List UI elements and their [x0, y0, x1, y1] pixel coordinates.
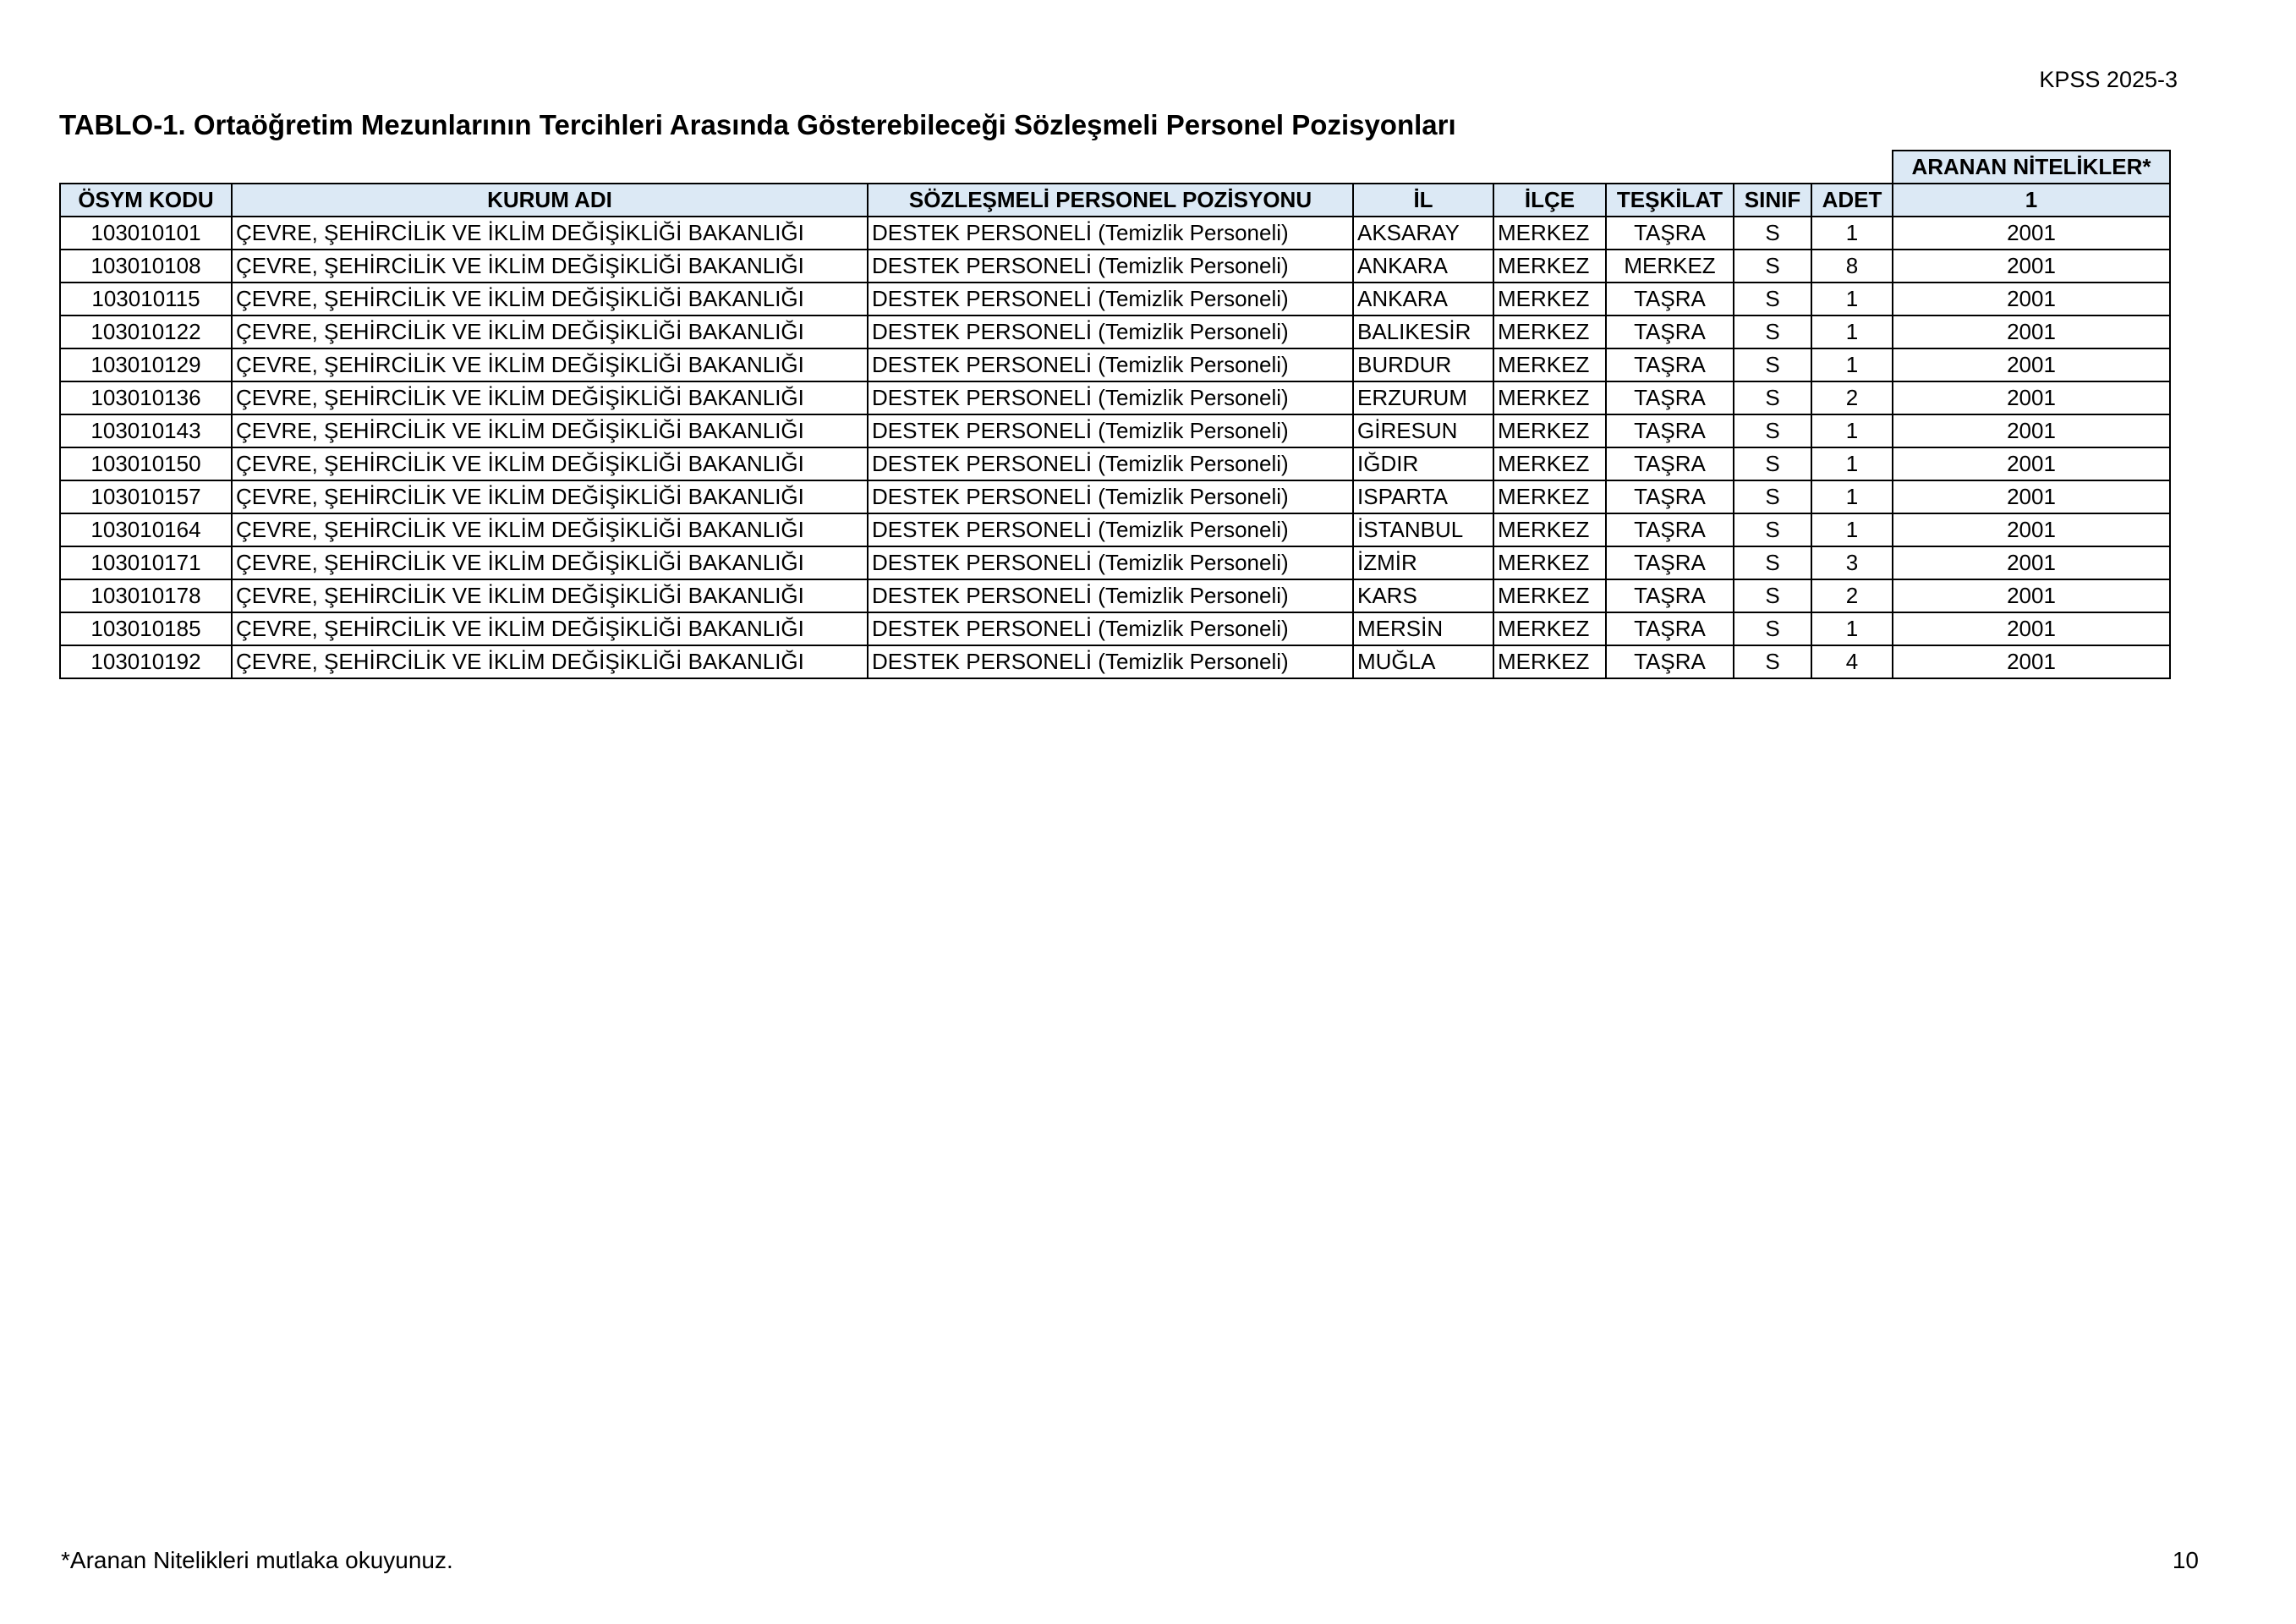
adet-cell: 1 [1811, 283, 1893, 315]
osym-kodu-cell: 103010157 [60, 480, 232, 513]
osym-kodu-cell: 103010171 [60, 546, 232, 579]
nitelik-cell: 2001 [1893, 348, 2170, 381]
column-header-adet: ADET [1811, 184, 1893, 217]
teskilat-cell: TAŞRA [1606, 645, 1734, 678]
kurum-adi-cell: ÇEVRE, ŞEHİRCİLİK VE İKLİM DEĞİŞİKLİĞİ BAKANLIĞI [232, 579, 868, 612]
kurum-adi-cell: ÇEVRE, ŞEHİRCİLİK VE İKLİM DEĞİŞİKLİĞİ BAKANLIĞI [232, 283, 868, 315]
teskilat-cell: TAŞRA [1606, 414, 1734, 447]
teskilat-cell: TAŞRA [1606, 513, 1734, 546]
adet-cell: 1 [1811, 414, 1893, 447]
nitelik-cell: 2001 [1893, 315, 2170, 348]
table-row [60, 348, 2170, 381]
ilce-cell: MERKEZ [1493, 217, 1606, 250]
teskilat-cell: TAŞRA [1606, 315, 1734, 348]
il-cell: KARS [1353, 579, 1493, 612]
sinif-cell: S [1734, 480, 1811, 513]
ilce-cell: MERKEZ [1493, 381, 1606, 414]
il-cell: BALIKESİR [1353, 315, 1493, 348]
sinif-cell: S [1734, 579, 1811, 612]
adet-cell: 1 [1811, 447, 1893, 480]
adet-cell: 1 [1811, 612, 1893, 645]
adet-cell: 2 [1811, 381, 1893, 414]
column-header-row [60, 184, 2170, 217]
column-header-sinif: SINIF [1734, 184, 1811, 217]
osym-kodu-cell: 103010136 [60, 381, 232, 414]
osym-kodu-cell: 103010192 [60, 645, 232, 678]
footnote: *Aranan Nitelikleri mutlaka okuyunuz. [61, 1547, 453, 1573]
table-title: TABLO-1. Ortaöğretim Mezunlarının Tercihleri Arasında Gösterebileceği Sözleşmeli Personel Pozisyonları [59, 109, 1456, 140]
nitelik-cell: 2001 [1893, 579, 2170, 612]
il-cell: MERSİN [1353, 612, 1493, 645]
osym-kodu-cell: 103010122 [60, 315, 232, 348]
table-row [60, 480, 2170, 513]
adet-cell: 3 [1811, 546, 1893, 579]
nitelik-cell: 2001 [1893, 546, 2170, 579]
sinif-cell: S [1734, 283, 1811, 315]
ilce-cell: MERKEZ [1493, 348, 1606, 381]
table-row [60, 513, 2170, 546]
pozisyon-cell: DESTEK PERSONELİ (Temizlik Personeli) [868, 283, 1353, 315]
pozisyon-cell: DESTEK PERSONELİ (Temizlik Personeli) [868, 513, 1353, 546]
table-body [60, 217, 2170, 678]
kurum-adi-cell: ÇEVRE, ŞEHİRCİLİK VE İKLİM DEĞİŞİKLİĞİ BAKANLIĞI [232, 480, 868, 513]
column-header-kurum-adi: KURUM ADI [232, 184, 868, 217]
nitelik-cell: 2001 [1893, 217, 2170, 250]
table-row [60, 381, 2170, 414]
group-header-row [60, 151, 2170, 184]
pozisyon-cell: DESTEK PERSONELİ (Temizlik Personeli) [868, 414, 1353, 447]
adet-cell: 2 [1811, 579, 1893, 612]
page-number: 10 [2172, 1547, 2199, 1573]
il-cell: ANKARA [1353, 283, 1493, 315]
kurum-adi-cell: ÇEVRE, ŞEHİRCİLİK VE İKLİM DEĞİŞİKLİĞİ BAKANLIĞI [232, 217, 868, 250]
il-cell: ANKARA [1353, 250, 1493, 283]
table-row [60, 283, 2170, 315]
ilce-cell: MERKEZ [1493, 315, 1606, 348]
adet-cell: 1 [1811, 348, 1893, 381]
adet-cell: 1 [1811, 480, 1893, 513]
document-code: KPSS 2025-3 [2039, 67, 2178, 92]
kurum-adi-cell: ÇEVRE, ŞEHİRCİLİK VE İKLİM DEĞİŞİKLİĞİ BAKANLIĞI [232, 381, 868, 414]
osym-kodu-cell: 103010150 [60, 447, 232, 480]
osym-kodu-cell: 103010178 [60, 579, 232, 612]
pozisyon-cell: DESTEK PERSONELİ (Temizlik Personeli) [868, 612, 1353, 645]
sinif-cell: S [1734, 250, 1811, 283]
table-row [60, 217, 2170, 250]
teskilat-cell: TAŞRA [1606, 480, 1734, 513]
il-cell: AKSARAY [1353, 217, 1493, 250]
nitelik-cell: 2001 [1893, 283, 2170, 315]
kurum-adi-cell: ÇEVRE, ŞEHİRCİLİK VE İKLİM DEĞİŞİKLİĞİ BAKANLIĞI [232, 447, 868, 480]
adet-cell: 1 [1811, 513, 1893, 546]
ilce-cell: MERKEZ [1493, 513, 1606, 546]
sinif-cell: S [1734, 447, 1811, 480]
pozisyon-cell: DESTEK PERSONELİ (Temizlik Personeli) [868, 381, 1353, 414]
kurum-adi-cell: ÇEVRE, ŞEHİRCİLİK VE İKLİM DEĞİŞİKLİĞİ BAKANLIĞI [232, 414, 868, 447]
nitelik-cell: 2001 [1893, 645, 2170, 678]
column-header-nitelik-1: 1 [1893, 184, 2170, 217]
kurum-adi-cell: ÇEVRE, ŞEHİRCİLİK VE İKLİM DEĞİŞİKLİĞİ BAKANLIĞI [232, 250, 868, 283]
table-row [60, 612, 2170, 645]
sinif-cell: S [1734, 348, 1811, 381]
kurum-adi-cell: ÇEVRE, ŞEHİRCİLİK VE İKLİM DEĞİŞİKLİĞİ BAKANLIĞI [232, 348, 868, 381]
column-header-teskilat: TEŞKİLAT [1606, 184, 1734, 217]
table-row [60, 315, 2170, 348]
il-cell: MUĞLA [1353, 645, 1493, 678]
nitelik-cell: 2001 [1893, 612, 2170, 645]
osym-kodu-cell: 103010129 [60, 348, 232, 381]
teskilat-cell: TAŞRA [1606, 283, 1734, 315]
ilce-cell: MERKEZ [1493, 447, 1606, 480]
osym-kodu-cell: 103010164 [60, 513, 232, 546]
nitelik-cell: 2001 [1893, 414, 2170, 447]
pozisyon-cell: DESTEK PERSONELİ (Temizlik Personeli) [868, 480, 1353, 513]
column-header-ilce: İLÇE [1493, 184, 1606, 217]
pozisyon-cell: DESTEK PERSONELİ (Temizlik Personeli) [868, 348, 1353, 381]
positions-table [59, 150, 2171, 679]
pozisyon-cell: DESTEK PERSONELİ (Temizlik Personeli) [868, 250, 1353, 283]
adet-cell: 4 [1811, 645, 1893, 678]
ilce-cell: MERKEZ [1493, 414, 1606, 447]
table-row [60, 414, 2170, 447]
teskilat-cell: TAŞRA [1606, 546, 1734, 579]
teskilat-cell: TAŞRA [1606, 447, 1734, 480]
nitelik-cell: 2001 [1893, 447, 2170, 480]
kurum-adi-cell: ÇEVRE, ŞEHİRCİLİK VE İKLİM DEĞİŞİKLİĞİ BAKANLIĞI [232, 645, 868, 678]
table-row [60, 579, 2170, 612]
table-row [60, 250, 2170, 283]
teskilat-cell: TAŞRA [1606, 381, 1734, 414]
sinif-cell: S [1734, 315, 1811, 348]
nitelik-cell: 2001 [1893, 480, 2170, 513]
nitelik-cell: 2001 [1893, 381, 2170, 414]
adet-cell: 8 [1811, 250, 1893, 283]
kurum-adi-cell: ÇEVRE, ŞEHİRCİLİK VE İKLİM DEĞİŞİKLİĞİ BAKANLIĞI [232, 546, 868, 579]
table-row [60, 546, 2170, 579]
teskilat-cell: TAŞRA [1606, 217, 1734, 250]
pozisyon-cell: DESTEK PERSONELİ (Temizlik Personeli) [868, 447, 1353, 480]
il-cell: İZMİR [1353, 546, 1493, 579]
table-row [60, 447, 2170, 480]
ilce-cell: MERKEZ [1493, 612, 1606, 645]
teskilat-cell: TAŞRA [1606, 348, 1734, 381]
kurum-adi-cell: ÇEVRE, ŞEHİRCİLİK VE İKLİM DEĞİŞİKLİĞİ BAKANLIĞI [232, 315, 868, 348]
nitelik-cell: 2001 [1893, 513, 2170, 546]
column-header-il: İL [1353, 184, 1493, 217]
sinif-cell: S [1734, 612, 1811, 645]
adet-cell: 1 [1811, 217, 1893, 250]
il-cell: İSTANBUL [1353, 513, 1493, 546]
teskilat-cell: TAŞRA [1606, 579, 1734, 612]
ilce-cell: MERKEZ [1493, 250, 1606, 283]
group-header-aranan-nitelikler: ARANAN NİTELİKLER* [1893, 151, 2170, 184]
sinif-cell: S [1734, 217, 1811, 250]
il-cell: ISPARTA [1353, 480, 1493, 513]
il-cell: ERZURUM [1353, 381, 1493, 414]
pozisyon-cell: DESTEK PERSONELİ (Temizlik Personeli) [868, 645, 1353, 678]
sinif-cell: S [1734, 414, 1811, 447]
sinif-cell: S [1734, 381, 1811, 414]
pozisyon-cell: DESTEK PERSONELİ (Temizlik Personeli) [868, 217, 1353, 250]
il-cell: IĞDIR [1353, 447, 1493, 480]
pozisyon-cell: DESTEK PERSONELİ (Temizlik Personeli) [868, 579, 1353, 612]
table-row [60, 645, 2170, 678]
ilce-cell: MERKEZ [1493, 480, 1606, 513]
sinif-cell: S [1734, 645, 1811, 678]
sinif-cell: S [1734, 513, 1811, 546]
osym-kodu-cell: 103010185 [60, 612, 232, 645]
column-header-pozisyon: SÖZLEŞMELİ PERSONEL POZİSYONU [868, 184, 1353, 217]
kurum-adi-cell: ÇEVRE, ŞEHİRCİLİK VE İKLİM DEĞİŞİKLİĞİ BAKANLIĞI [232, 612, 868, 645]
ilce-cell: MERKEZ [1493, 579, 1606, 612]
il-cell: GİRESUN [1353, 414, 1493, 447]
osym-kodu-cell: 103010143 [60, 414, 232, 447]
column-header-osym-kodu: ÖSYM KODU [60, 184, 232, 217]
adet-cell: 1 [1811, 315, 1893, 348]
osym-kodu-cell: 103010108 [60, 250, 232, 283]
ilce-cell: MERKEZ [1493, 546, 1606, 579]
pozisyon-cell: DESTEK PERSONELİ (Temizlik Personeli) [868, 315, 1353, 348]
osym-kodu-cell: 103010101 [60, 217, 232, 250]
il-cell: BURDUR [1353, 348, 1493, 381]
osym-kodu-cell: 103010115 [60, 283, 232, 315]
teskilat-cell: MERKEZ [1606, 250, 1734, 283]
ilce-cell: MERKEZ [1493, 283, 1606, 315]
sinif-cell: S [1734, 546, 1811, 579]
pozisyon-cell: DESTEK PERSONELİ (Temizlik Personeli) [868, 546, 1353, 579]
ilce-cell: MERKEZ [1493, 645, 1606, 678]
teskilat-cell: TAŞRA [1606, 612, 1734, 645]
kurum-adi-cell: ÇEVRE, ŞEHİRCİLİK VE İKLİM DEĞİŞİKLİĞİ BAKANLIĞI [232, 513, 868, 546]
nitelik-cell: 2001 [1893, 250, 2170, 283]
group-header-spacer [60, 151, 1893, 184]
